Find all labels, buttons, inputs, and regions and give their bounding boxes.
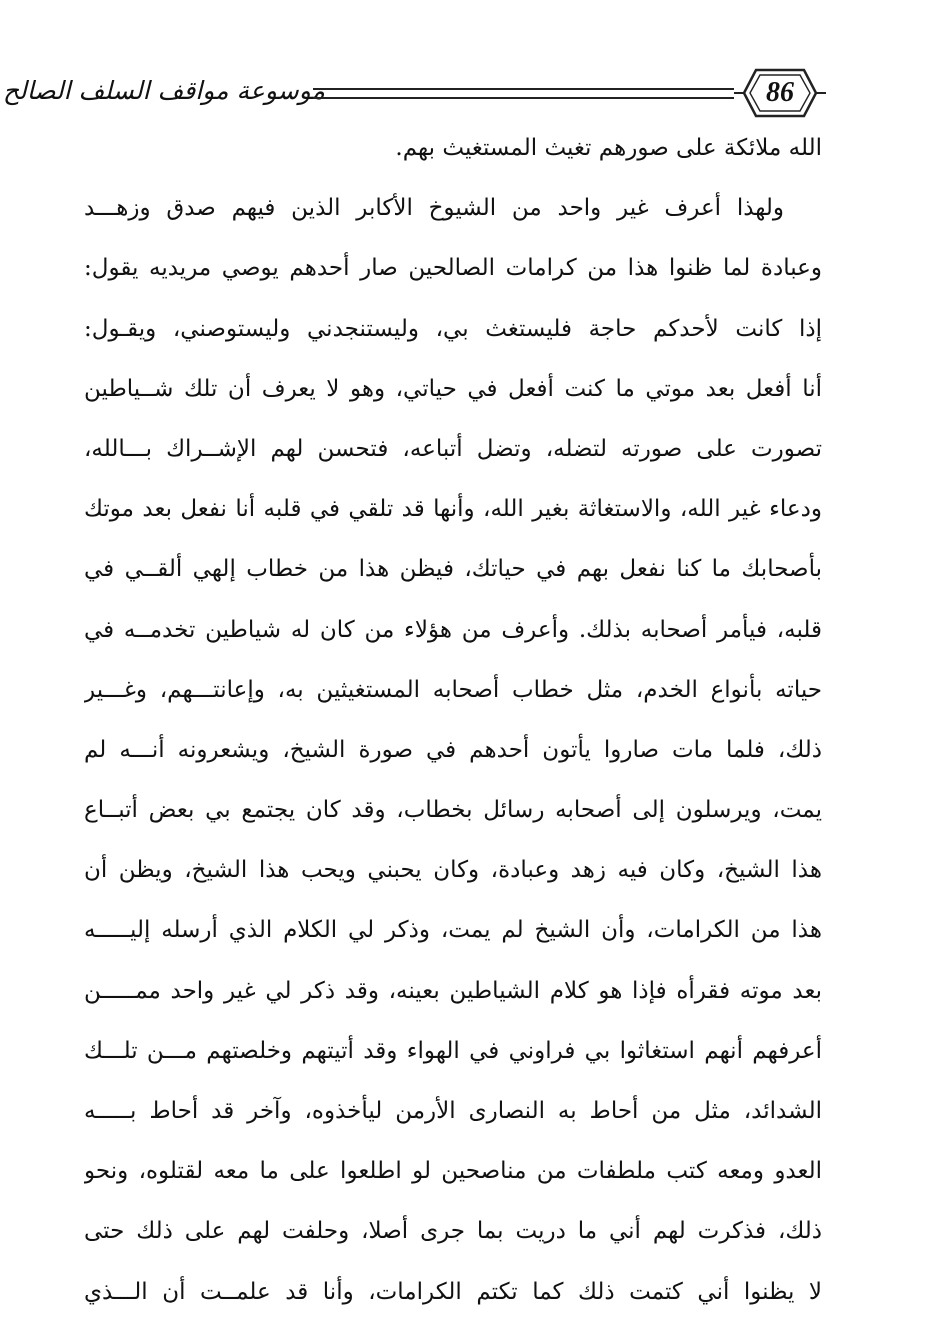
text-line: قلبه، فيأمر أصحابه بذلك. وأعرف من هؤلاء من كان له شياطين تخدمــه في — [84, 616, 822, 643]
text-line: ولهذا أعرف غير واحد من الشيوخ الأكابر الذين فيهم صدق وزهـــد — [84, 195, 784, 222]
page-number: 86 — [766, 77, 794, 108]
text-line: الشدائد، مثل من أحاط به النصارى الأرمن ليأخذوه، وآخر قد أحاط بـــــه — [84, 1098, 822, 1124]
text-line: ذلك، فذكرت لهم أني ما دريت بما جرى أصلا، وحلفت لهم على ذلك حتى — [84, 1218, 822, 1245]
text-line: هذا من الكرامات، وأن الشيخ لم يمت، وذكر لي الكلام الذي أرسله إليـــــه — [84, 917, 822, 944]
main-text — [84, 118, 822, 1322]
page-number-frame — [730, 64, 830, 122]
text-line: بعد موته فقرأه فإذا هو كلام الشياطين بعينه، وقد ذكر لي غير واحد ممـــــن — [84, 977, 822, 1004]
text-line: لا يظنوا أني كتمت ذلك كما تكتم الكرامات، وأنا قد علمــت أن الـــذي — [84, 1278, 822, 1305]
text-line: أعرفهم أنهم استغاثوا بي فراوني في الهواء وقد أتيتهم وخلصتهم مـــن تلـــك — [84, 1037, 822, 1064]
text-line: إذا كانت لأحدكم حاجة فليستغث بي، وليستنجدني وليستوصني، ويقـول: — [84, 315, 822, 342]
text-line: وعبادة لما ظنوا هذا من كرامات الصالحين صار أحدهم يوصي مريديه يقول: — [84, 255, 822, 282]
text-line: ذلك، فلما مات صاروا يأتون أحدهم في صورة الشيخ، ويشعرونه أنـــه لم — [84, 736, 822, 763]
text-line: الله ملائكة على صورهم تغيث المستغيث بهم. — [395, 135, 822, 161]
text-line: العدو ومعه كتب ملطفات من مناصحين لو اطلعوا على ما معه لقتلوه، ونحو — [84, 1158, 822, 1185]
text-line: ودعاء غير الله، والاستغاثة بغير الله، وأنها قد تلقي في قلبه أنا نفعل بعد موتك — [84, 496, 822, 523]
text-line: حياته بأنواع الخدم، مثل خطاب أصحابه المستغيثين به، وإعانتـــهم، وغـــير — [84, 676, 822, 703]
text-line: أنا أفعل بعد موتي ما كنت أفعل في حياتي، وهو لا يعرف أن تلك شــياطين — [84, 375, 822, 402]
text-line: هذا الشيخ، وكان فيه زهد وعبادة، وكان يحبني ويحب هذا الشيخ، ويظن أن — [84, 857, 822, 884]
running-title: موسوعة مواقف السلف الصالح — [2, 76, 325, 105]
text-line: تصورت على صورته لتضله، وتضل أتباعه، فتحسن لهم الإشــراك بـــالله، — [84, 435, 822, 462]
text-line: يمت، ويرسلون إلى أصحابه رسائل بخطاب، وقد كان يجتمع بي بعض أتبــاع — [84, 797, 822, 824]
header-double-rule — [313, 88, 734, 99]
text-line: بأصحابك ما كنا نفعل بهم في حياتك، فيظن هذا من خطاب إلهي ألقــي في — [84, 556, 822, 583]
